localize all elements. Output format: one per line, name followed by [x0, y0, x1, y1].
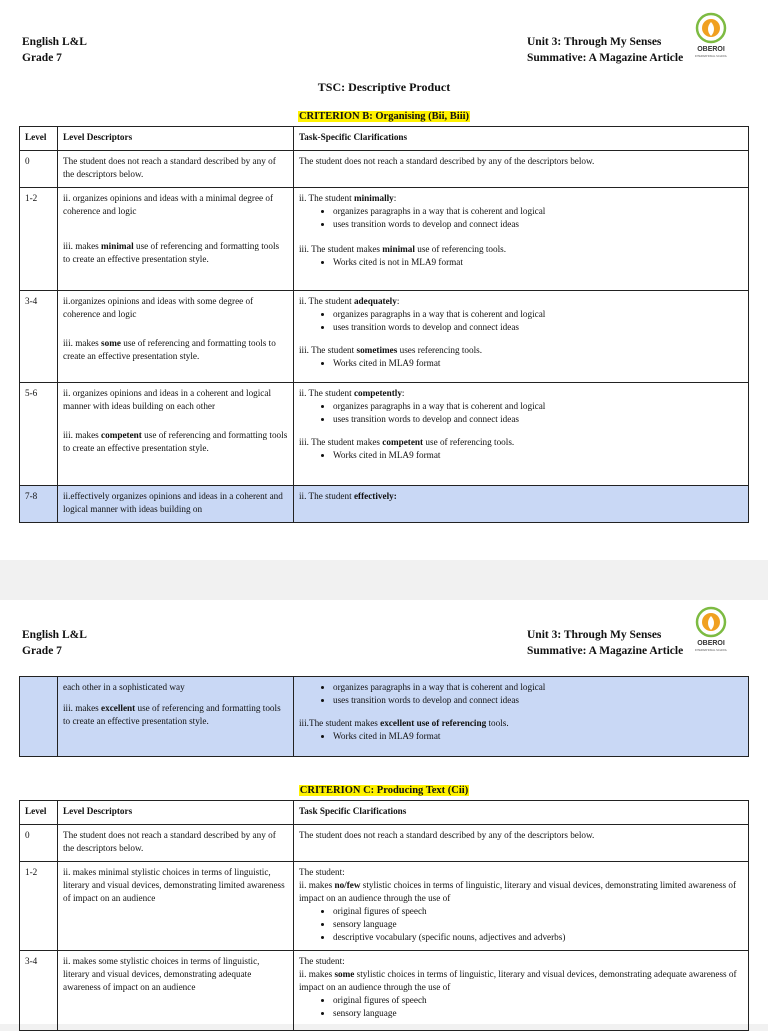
criterion-b-table [19, 126, 749, 523]
list-item: • original figures of speech [333, 994, 743, 1007]
list-item: • Works cited in MLA9 format [333, 357, 743, 370]
list-item: • original figures of speech [333, 905, 743, 918]
table-row: each other in a sophisticated way iii. makes excellent use of referencing and formatting tools to create an effective presentation style. • organizes paragraphs in a way that is coherent and logical • uses transition words to develop and connect ideas iii.The student makes excellent use of referencing tools. • Works cited in MLA9 format [20, 677, 749, 757]
summative-label: Summative: A Magazine Article [527, 52, 684, 64]
table-row: 0 The student does not reach a standard described by any of the descriptors below. The student does not reach a standard described by any of the descriptors below. [20, 825, 749, 862]
list-item: • Works cited in MLA9 format [333, 730, 743, 743]
list-item: • Works cited in MLA9 format [333, 449, 743, 462]
table-row: 3-4 ii. makes some stylistic choices in terms of linguistic, literary and visual devices, demonstrating adequate awareness of impact on an audience The student: ii. makes some stylistic choices in terms of linguistic, literary and visual devices, demonstrating adequate awareness of impact on an audience through the use of • original figures of speech • sensory language [20, 951, 749, 1031]
header-right [527, 34, 683, 66]
list-item: • descriptive vocabulary (specific nouns, adjectives and adverbs) [333, 931, 743, 944]
list-item: • organizes paragraphs in a way that is coherent and logical [333, 205, 743, 218]
unit-label: Unit 3: Through My Senses [527, 629, 662, 641]
svg-text:OBEROI: OBEROI [697, 46, 725, 53]
subject-label: English L&L [22, 36, 87, 48]
list-item: • sensory language [333, 1007, 743, 1020]
unit-label: Unit 3: Through My Senses [527, 36, 662, 48]
svg-text:OBEROI: OBEROI [697, 640, 725, 647]
subject-label: English L&L [22, 629, 87, 641]
header-left [22, 627, 87, 659]
table-row: 0 The student does not reach a standard described by any of the descriptors below. The student does not reach a standard described by any of the descriptors below. [20, 151, 749, 188]
list-item: • organizes paragraphs in a way that is coherent and logical [333, 681, 743, 694]
list-item: • uses transition words to develop and connect ideas [333, 413, 743, 426]
list-item: • Works cited is not in MLA9 format [333, 256, 743, 269]
list-item: • uses transition words to develop and connect ideas [333, 218, 743, 231]
table-row: 1-2 ii. organizes opinions and ideas with a minimal degree of coherence and logic iii. makes minimal use of referencing and formatting tools to create an effective presentation style. ii. The student minimally: • organizes paragraphs in a way that is coherent and logical • uses transition words to develop and connect ideas iii. The student makes minimal use of referencing tools. • Works cited is not in MLA9 format [20, 188, 749, 291]
criterion-c-heading: CRITERION C: Producing Text (Cii) [299, 785, 469, 796]
page-2 [0, 600, 768, 1024]
criterion-b-heading: CRITERION B: Organising (Bii, Biii) [298, 111, 470, 122]
table-header-row: Level Level Descriptors Task Specific Clarifications [20, 801, 749, 825]
summative-label: Summative: A Magazine Article [527, 645, 684, 657]
list-item: • organizes paragraphs in a way that is coherent and logical [333, 400, 743, 413]
grade-label: Grade 7 [22, 645, 62, 657]
table-row: 1-2 ii. makes minimal stylistic choices in terms of linguistic, literary and visual devices, demonstrating limited awareness of impact on an audience The student: ii. makes no/few stylistic choices in terms of linguistic, literary and visual devices, demonstrating limited awareness of impact on an audience through the use of • original figures of speech • sensory language • descriptive vocabulary (specific nouns, adjectives and adverbs) [20, 862, 749, 951]
header-right [527, 627, 683, 659]
table-header-row: Level Level Descriptors Task-Specific Clarifications [20, 127, 749, 151]
header-left [22, 34, 87, 66]
school-logo [693, 12, 729, 60]
grade-label: Grade 7 [22, 52, 62, 64]
list-item: • uses transition words to develop and connect ideas [333, 694, 743, 707]
table-row: 7-8 ii.effectively organizes opinions and ideas in a coherent and logical manner with ideas building on ii. The student effectively: [20, 486, 749, 523]
svg-text:INTERNATIONAL SCHOOL: INTERNATIONAL SCHOOL [694, 649, 728, 652]
table-row: 5-6 ii. organizes opinions and ideas in a coherent and logical manner with ideas building on each other iii. makes competent use of referencing and formatting tools to create an effective presentation style. ii. The student competently: • organizes paragraphs in a way that is coherent and logical • uses transition words to develop and connect ideas iii. The student makes competent use of referencing tools. • Works cited in MLA9 format [20, 383, 749, 486]
school-logo [693, 606, 729, 654]
table-row: 3-4 ii.organizes opinions and ideas with some degree of coherence and logic iii. makes some use of referencing and formatting tools to create an effective presentation style. ii. The student adequately: • organizes paragraphs in a way that is coherent and logical • uses transition words to develop and connect ideas iii. The student sometimes uses referencing tools. • Works cited in MLA9 format [20, 291, 749, 383]
criterion-b-table-continued [19, 676, 749, 757]
list-item: • sensory language [333, 918, 743, 931]
svg-text:INTERNATIONAL SCHOOL: INTERNATIONAL SCHOOL [694, 55, 728, 58]
criterion-c-table [19, 800, 749, 1031]
list-item: • organizes paragraphs in a way that is coherent and logical [333, 308, 743, 321]
page-title: TSC: Descriptive Product [317, 80, 451, 94]
list-item: • uses transition words to develop and connect ideas [333, 321, 743, 334]
